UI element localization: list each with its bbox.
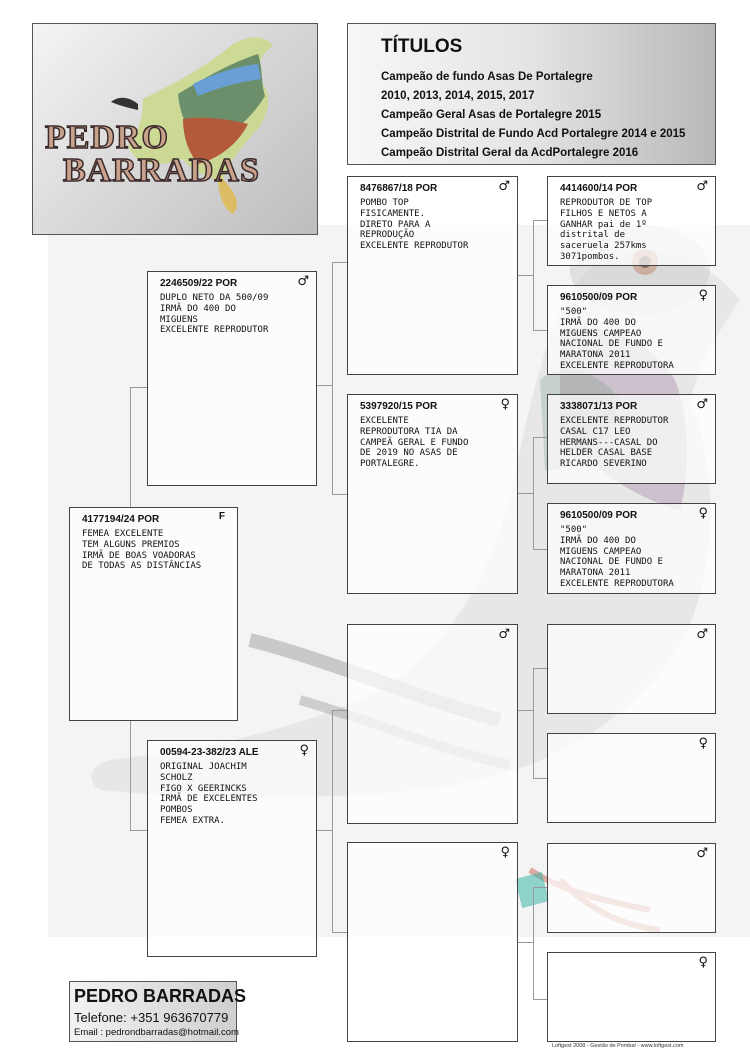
titles-panel xyxy=(347,23,716,165)
footer-credit: Loftgest 2008 - Gestão de Pombal - www.loftgest.com xyxy=(552,1043,684,1049)
connector-line xyxy=(533,887,548,888)
contact-email[interactable]: Email : pedrondbarradas@hotmail.com xyxy=(74,1027,239,1038)
male-icon: ♂ xyxy=(498,179,510,194)
title-line: Campeão de fundo Asas De Portalegre xyxy=(381,71,593,83)
card-description: ORIGINAL JOACHIM SCHOLZ FIGO X GEERINCKS IRMÃ DE EXCELENTES POMBOS FEMEA EXTRA. xyxy=(160,762,258,826)
connector-line xyxy=(130,387,131,507)
male-icon: ♂ xyxy=(696,179,708,194)
male-icon: ♂ xyxy=(297,274,309,289)
title-line: Campeão Distrital de Fundo Acd Portalegre 2014 e 2015 xyxy=(381,128,686,140)
logo-panel xyxy=(32,23,318,235)
female-icon: ♀ xyxy=(698,955,708,970)
female-icon: ♀ xyxy=(698,288,708,303)
logo-line-1: PEDRO xyxy=(45,119,169,156)
male-icon: ♂ xyxy=(696,397,708,412)
connector-line xyxy=(533,437,534,549)
title-line: Campeão Distrital Geral da AcdPortalegre 2016 xyxy=(381,147,639,159)
card-description: "500" IRMÃ DO 400 DO MIGUENS CAMPEAO NACIONAL DE FUNDO E MARATONA 2011 EXCELENTE REPRODUTORA xyxy=(560,525,674,589)
connector-line xyxy=(317,385,332,386)
contact-panel xyxy=(69,981,247,1042)
logo-line-2: BARRADAS xyxy=(63,152,260,189)
connector-line xyxy=(533,220,534,330)
pedigree-card-dds[interactable] xyxy=(547,843,716,933)
ring-number: 9610500/09 POR xyxy=(560,510,638,521)
connector-line xyxy=(533,999,548,1000)
contact-phone: Telefone: +351 963670779 xyxy=(74,1010,229,1025)
ring-number: 5397920/15 POR xyxy=(360,401,438,412)
card-description: "500" IRMÃ DO 400 DO MIGUENS CAMPEAO NACIONAL DE FUNDO E MARATONA 2011 EXCELENTE REPRODUTORA xyxy=(560,307,674,371)
pedigree-card-sdd[interactable] xyxy=(547,503,716,594)
pedigree-card-sds[interactable] xyxy=(547,394,716,484)
connector-line xyxy=(518,275,533,276)
connector-line xyxy=(317,830,332,831)
female-icon: ♀ xyxy=(698,736,708,751)
male-icon: ♂ xyxy=(696,627,708,642)
pedigree-card-dam-sire[interactable] xyxy=(347,624,518,824)
connector-line xyxy=(533,220,548,221)
connector-line xyxy=(130,830,148,831)
connector-line xyxy=(533,887,534,999)
pedigree-card-dss[interactable] xyxy=(547,624,716,714)
female-icon: ♀ xyxy=(299,743,309,758)
pedigree-card-sire-sire[interactable] xyxy=(347,176,518,375)
connector-line xyxy=(533,778,548,779)
ring-number: 00594-23-382/23 ALE xyxy=(160,747,259,758)
card-description: REPRODUTOR DE TOP FILHOS E NETOS A GANHAR pai de 1º distrital de saceruela 257kms 3071pombos. xyxy=(560,198,653,262)
connector-line xyxy=(518,710,533,711)
female-icon: ♀ xyxy=(698,506,708,521)
title-line: 2010, 2013, 2014, 2015, 2017 xyxy=(381,90,535,102)
card-description: FEMEA EXCELENTE TEM ALGUNS PREMIOS IRMÃ DE BOAS VOADORAS DE TODAS AS DISTÂNCIAS xyxy=(82,529,202,572)
ring-number: 9610500/09 POR xyxy=(560,292,638,303)
connector-line xyxy=(533,549,548,550)
ring-number: 3338071/13 POR xyxy=(560,401,638,412)
ring-number: 4414600/14 POR xyxy=(560,183,638,194)
male-icon: ♂ xyxy=(498,627,510,642)
male-icon: ♂ xyxy=(696,846,708,861)
female-icon: ♀ xyxy=(500,397,510,412)
connector-line xyxy=(518,493,533,494)
pedigree-card-ddd[interactable] xyxy=(547,952,716,1042)
female-icon: ♀ xyxy=(500,845,510,860)
titles-heading: TÍTULOS xyxy=(381,36,463,57)
pedigree-card-ssd[interactable] xyxy=(547,285,716,375)
pedigree-card-sire-dam[interactable] xyxy=(347,394,518,594)
connector-line xyxy=(332,494,347,495)
connector-line xyxy=(332,932,347,933)
pedigree-card-dam-dam[interactable] xyxy=(347,842,518,1042)
pedigree-card-subject[interactable] xyxy=(69,507,238,721)
pedigree-card-sire[interactable] xyxy=(147,271,317,486)
connector-line xyxy=(533,437,548,438)
connector-line xyxy=(332,710,347,711)
pedigree-card-dsd[interactable] xyxy=(547,733,716,823)
connector-line xyxy=(332,262,347,263)
connector-line xyxy=(130,387,148,388)
pedigree-card-dam[interactable] xyxy=(147,740,317,957)
connector-line xyxy=(533,668,534,778)
ring-number: 8476867/18 POR xyxy=(360,183,438,194)
ring-number: 4177194/24 POR xyxy=(82,514,160,525)
card-description: DUPLO NETO DA 500/09 IRMÃ DO 400 DO MIGUENS EXCELENTE REPRODUTOR xyxy=(160,293,269,336)
connector-line xyxy=(130,720,131,830)
pedigree-card-sss[interactable] xyxy=(547,176,716,266)
contact-name: PEDRO BARRADAS xyxy=(74,986,247,1006)
card-description: EXCELENTE REPRODUTOR CASAL C17 LEO HERMANS---CASAL DO HELDER CASAL BASE RICARDO SEVERINO xyxy=(560,416,669,470)
connector-line xyxy=(332,262,333,494)
card-description: POMBO TOP FISICAMENTE. DIRETO PARA A REPRODUÇÃO EXCELENTE REPRODUTOR xyxy=(360,198,469,252)
connector-line xyxy=(533,668,548,669)
sex-label: F xyxy=(218,511,225,522)
connector-line xyxy=(518,942,533,943)
ring-number: 2246509/22 POR xyxy=(160,278,238,289)
connector-line xyxy=(332,710,333,932)
connector-line xyxy=(533,330,548,331)
title-line: Campeão Geral Asas de Portalegre 2015 xyxy=(381,109,602,121)
card-description: EXCELENTE REPRODUTORA TIA DA CAMPEÃ GERAL E FUNDO DE 2019 NO ASAS DE PORTALEGRE. xyxy=(360,416,469,470)
